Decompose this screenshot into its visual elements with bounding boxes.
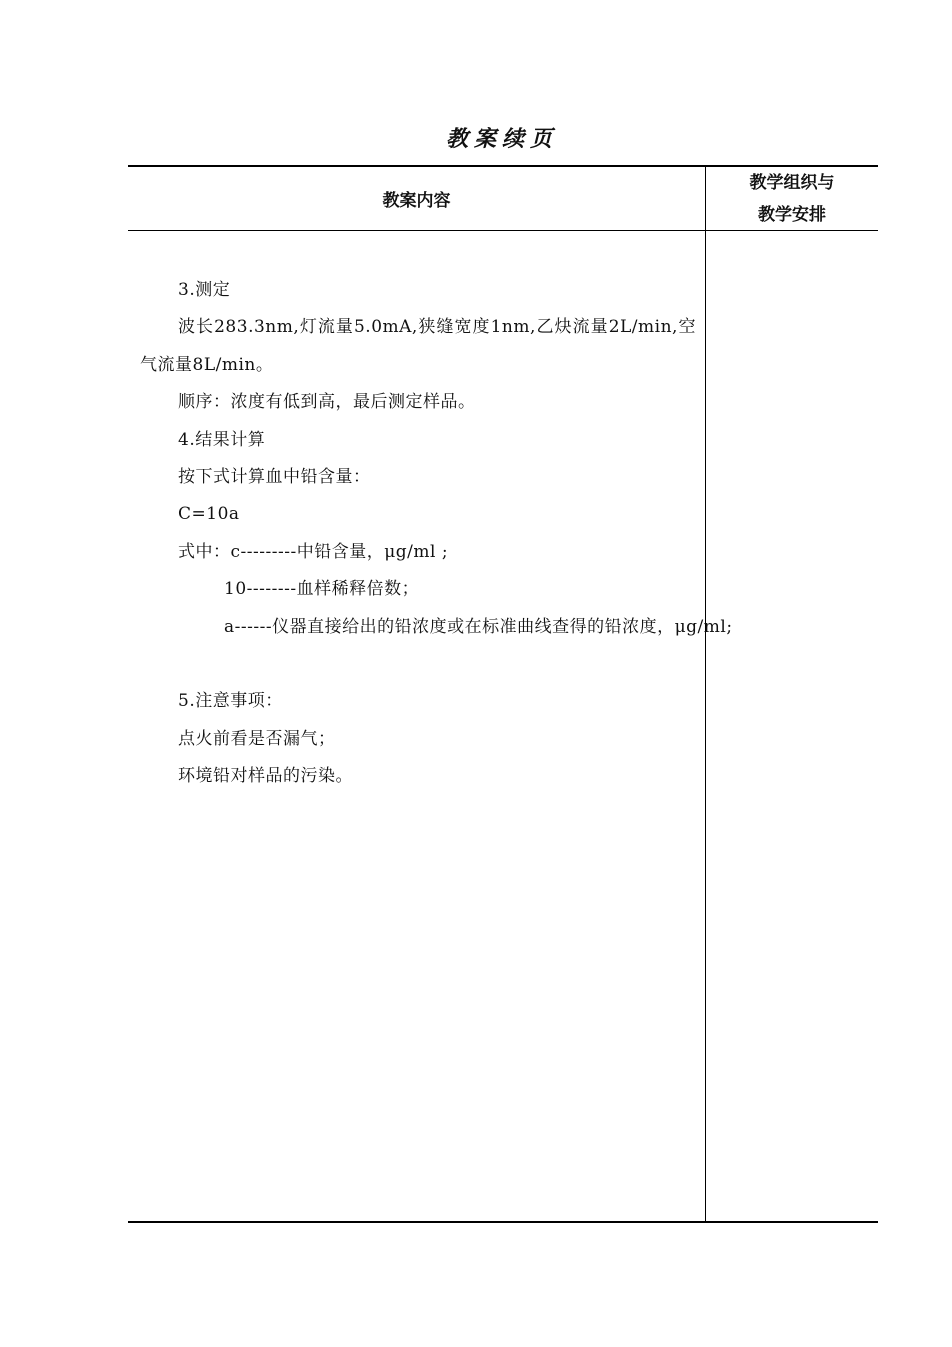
header-lesson-content: 教案内容 <box>382 191 451 211</box>
variable-a: a------仪器直接给出的铅浓度或在标准曲线查得的铅浓度，μg/ml; <box>224 616 733 637</box>
section-heading-3: 3.测定 <box>178 280 231 300</box>
section-heading-5: 5.注意事项： <box>178 691 283 712</box>
formula-intro: 按下式计算血中铅含量： <box>178 467 371 488</box>
variable-10: 10--------血样稀释倍数； <box>224 579 420 600</box>
page-title: 教案续页 <box>445 126 558 152</box>
section-heading-4: 4.结果计算 <box>178 429 266 450</box>
measurement-order: 顺序：浓度有低到高，最后测定样品。 <box>178 392 476 413</box>
formula: C=10a <box>178 504 240 525</box>
header-side-line1: 教学组织与 <box>749 172 835 193</box>
measurement-conditions: 波长283.3nm,灯流量5.0mA,狭缝宽度1nm,乙炔流量2L/min,空气流量8L/min。 <box>140 317 696 375</box>
header-teaching-arrangement <box>706 167 878 230</box>
header-side-line2: 教学安排 <box>758 204 826 225</box>
note-item: 环境铅对样品的污染。 <box>178 766 353 787</box>
column-divider <box>705 167 706 1221</box>
lesson-content <box>140 272 733 796</box>
blank-line <box>140 646 696 683</box>
variable-c: 式中：c---------中铅含量，μg/ml ; <box>178 541 449 562</box>
note-item: 点火前看是否漏气； <box>178 728 336 749</box>
